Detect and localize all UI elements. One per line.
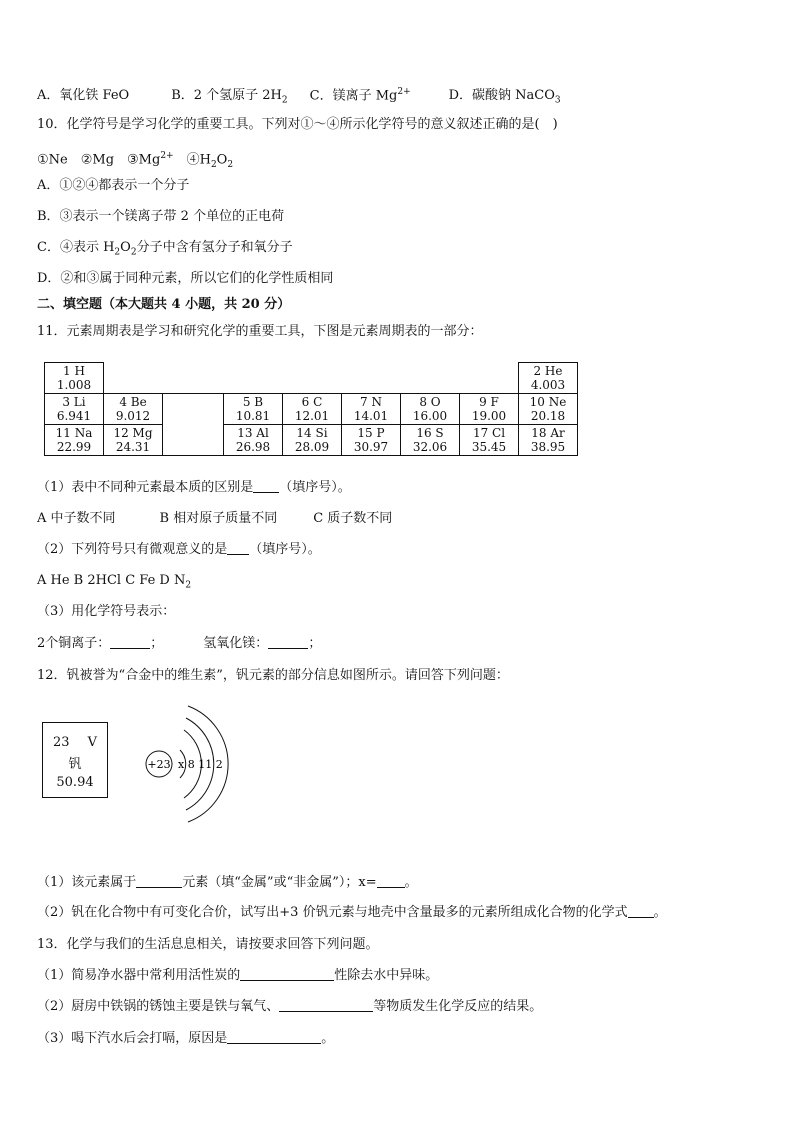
q12-part2: （2）钒在化合物中有可变化合价，试写出+3 价钒元素与地壳中含量最多的元素所组成化合物的化学式 。 <box>37 905 667 920</box>
answer-blank[interactable] <box>253 480 279 493</box>
transition-gap <box>163 394 224 456</box>
answer-blank[interactable] <box>227 1031 321 1044</box>
element-cell-al: 13 Al 26.98 <box>224 425 283 456</box>
element-cell-ar: 18 Ar 38.95 <box>519 425 578 456</box>
q11-part2: （2）下列符号只有微观意义的是 （填序号）。 <box>37 542 321 557</box>
nucleus-charge: +23 <box>147 758 171 771</box>
element-cell-n: 7 N 14.01 <box>342 394 401 425</box>
element-cell-na: 11 Na 22.99 <box>45 425 104 456</box>
q9-option-b: B．2 个氢原子 $2H_2$ <box>171 88 288 106</box>
element-cell-s: 16 S 32.06 <box>401 425 460 456</box>
q11-part2-options: A He B 2HCl C Fe D $N_2$ <box>37 573 192 591</box>
element-cell-ne: 10 Ne 20.18 <box>519 394 578 425</box>
element-symbol: V <box>87 735 97 750</box>
q9-option-d: D．碳酸钠 NaCO$_3$ <box>448 88 561 106</box>
answer-blank[interactable] <box>227 542 249 555</box>
answer-blank[interactable] <box>268 636 308 649</box>
q11-part3: （3）用化学符号表示： <box>37 604 176 619</box>
q12-part1: （1）该元素属于 元素（填“金属”或“非金属”）；x= 。 <box>37 875 418 890</box>
q10-option-a: A．①②④都表示一个分子 <box>37 178 190 193</box>
q10-option-d: D．②和③属于同种元素，所以它们的化学性质相同 <box>37 271 334 286</box>
vanadium-element-box <box>42 722 108 798</box>
q9-option-c: C．镁离子 $Mg^{2+}$ <box>309 87 411 104</box>
answer-blank[interactable] <box>279 999 373 1012</box>
q11-part1-options: A 中子数不同 B 相对原子质量不同 C 质子数不同 <box>37 511 393 526</box>
atomic-number: 23 <box>53 735 70 750</box>
answer-blank[interactable] <box>377 875 405 888</box>
element-cell-f: 9 F 19.00 <box>460 394 519 425</box>
element-cell-be: 4 Be 9.012 <box>104 394 163 425</box>
answer-blank[interactable] <box>628 905 654 918</box>
answer-blank[interactable] <box>110 636 150 649</box>
q10-symbols: ①Ne ②Mg $③Mg^{2+}$ $④H_2O_2$ <box>37 151 234 170</box>
q9-options <box>37 84 561 109</box>
element-cell-b: 5 B 10.81 <box>224 394 283 425</box>
element-cell-c: 6 C 12.01 <box>283 394 342 425</box>
q13-part3: （3）喝下汽水后会打嗝，原因是 。 <box>37 1031 335 1046</box>
element-cell-si: 14 Si 28.09 <box>283 425 342 456</box>
answer-blank[interactable] <box>240 968 334 981</box>
answer-blank[interactable] <box>136 875 182 888</box>
q13-part1: （1）简易净水器中常利用活性炭的 性除去水中异味。 <box>37 968 439 983</box>
q13-part2: （2）厨房中铁锅的锈蚀主要是铁与氧气、 等物质发生化学反应的结果。 <box>37 999 543 1014</box>
element-cell-mg: 12 Mg 24.31 <box>104 425 163 456</box>
element-cell-he: 2 He 4.003 <box>519 363 578 394</box>
q13-stem: 13．化学与我们的生活息息相关，请按要求回答下列问题。 <box>37 937 379 952</box>
element-cell-p: 15 P 30.97 <box>342 425 401 456</box>
q12-stem: 12．钒被誉为“合金中的维生素”，钒元素的部分信息如图所示。请回答下列问题： <box>37 668 509 683</box>
q9-option-a: A．氧化铁 FeO <box>37 88 130 104</box>
q10-option-b: B．③表示一个镁离子带 2 个单位的正电荷 <box>37 209 285 224</box>
atomic-structure-diagram <box>140 700 250 830</box>
q10-option-c: C．④表示 $H_2O_2$分子中含有氢分子和氧分子 <box>37 240 293 258</box>
q11-part3-answers: 2个铜离子： ； 氢氧化镁： ； <box>37 636 322 651</box>
element-cell-o: 8 O 16.00 <box>401 394 460 425</box>
q11-stem: 11．元素周期表是学习和研究化学的重要工具，下图是元素周期表的一部分： <box>37 324 483 339</box>
periodic-table <box>44 362 578 456</box>
element-name: 钒 <box>68 757 82 772</box>
q10-stem: 10．化学符号是学习化学的重要工具。下列对①～④所示化学符号的意义叙述正确的是( ) <box>37 117 558 132</box>
shell-electrons: x 8 11 2 <box>178 758 223 771</box>
element-cell-li: 3 Li 6.941 <box>45 394 104 425</box>
atomic-mass: 50.94 <box>56 775 94 790</box>
section-title: 二、填空题（本大题共 4 小题，共 20 分） <box>37 297 291 312</box>
q11-part1: （1）表中不同种元素最本质的区别是 （填序号）。 <box>37 480 351 495</box>
element-cell-cl: 17 Cl 35.45 <box>460 425 519 456</box>
element-cell-h: 1 H 1.008 <box>45 363 104 394</box>
